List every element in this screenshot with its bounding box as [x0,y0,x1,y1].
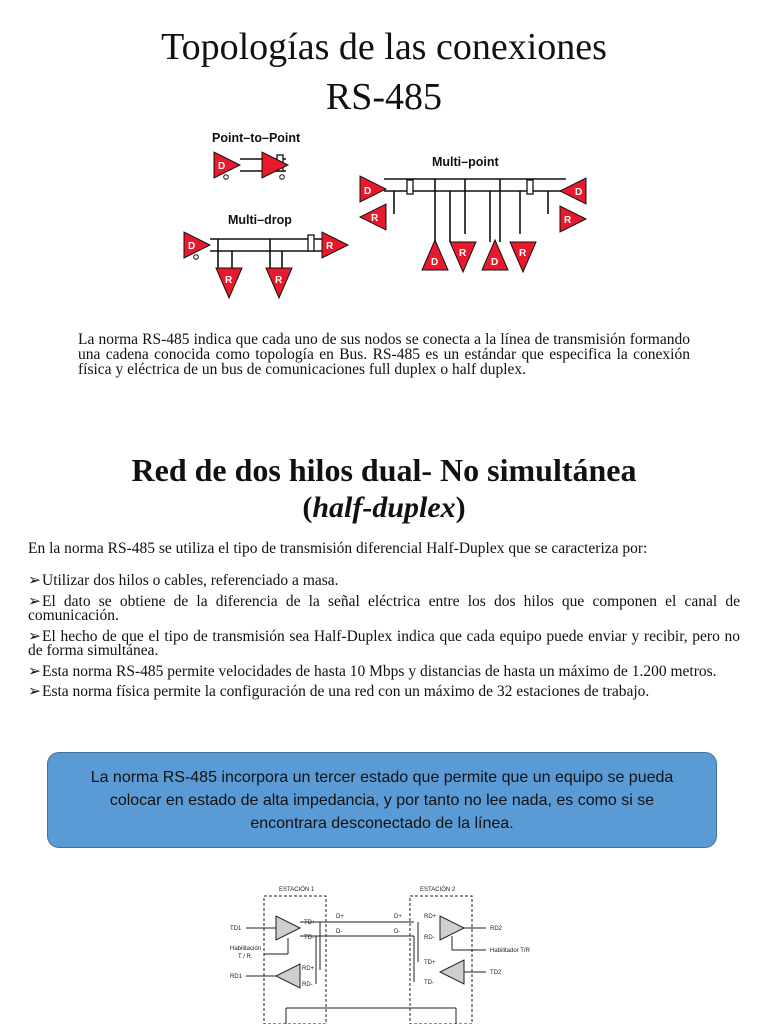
lead-paragraph: En la norma RS-485 se utiliza el tipo de transmisión diferencial Half-Duplex que se caracteriza por: [28,540,648,557]
svg-text:TD-: TD- [304,935,314,941]
svg-text:RD+: RD+ [424,914,437,920]
list-item: ➢Esta norma RS-485 permite velocidades de hasta 10 Mbps y distancias de hasta un máximo de 1.200 metros. [28,662,717,680]
svg-text:D-: D- [336,929,343,935]
station1-label: ESTACIÓN 1 [279,887,315,893]
callout-text: La norma RS-485 incorpora un tercer estado que permite que un equipo se pueda colocar en estado de alta impedancia, y por tanto no lee nada, es como si se encontrara desconectado de la línea. [90,768,674,832]
list-item: ➢Utilizar dos hilos o cables, referenciado a masa. [28,572,339,589]
svg-text:R: R [371,213,379,224]
svg-text:R: R [225,275,233,286]
svg-text:D: D [188,241,196,252]
svg-text:RD-: RD- [302,982,313,988]
svg-text:RD1: RD1 [230,974,243,980]
list-item: ➢Esta norma física permite la configuración de una red con un máximo de 32 estaciones de trabajo. [28,683,650,700]
svg-text:Habilitación: Habilitación [230,946,262,952]
svg-text:R: R [564,215,572,226]
svg-text:RD2: RD2 [490,926,503,932]
svg-text:R: R [326,241,334,252]
page-title-line2: RS-485 [325,76,443,118]
section-subheading: (half-duplex) [302,491,466,524]
receiver-amplifier [276,964,300,988]
list-item: ➢El dato se obtiene de la diferencia de la señal eléctrica entre los dos hilos que componen el canal de comunicación. [28,592,740,624]
svg-text:D+: D+ [394,914,402,920]
svg-text:D: D [575,187,583,198]
svg-text:D: D [431,257,439,268]
point-to-point-label: Point–to–Point [212,131,301,145]
svg-text:Habilitador T/R: Habilitador T/R [490,948,530,954]
station2-label: ESTACIÓN 2 [420,887,456,893]
svg-text:D: D [491,257,499,268]
arrow-bullet-icon: ➢ [28,627,41,645]
svg-text:RD+: RD+ [302,966,315,972]
callout-box [47,752,717,848]
receiver-triangle [262,152,288,178]
page-title-line1: Topologías de las conexiones [161,26,607,68]
station-diagram [224,880,530,1024]
arrow-bullet-icon: ➢ [28,662,41,680]
intro-paragraph: La norma RS-485 indica que cada uno de sus nodos se conecta a la línea de transmisión formando una cadena conocida como topología en Bus. RS-485 es un estándar que especifica la conexión física y eléctrica de un bus de comunicaciones full duplex o half duplex. [78,331,690,378]
list-item: ➢El hecho de que el tipo de transmisión sea Half-Duplex indica que cada equipo puede enviar y recibir, pero no de forma simultánea. [28,627,740,659]
multidrop-label: Multi–drop [228,213,292,227]
topology-diagram [180,122,590,304]
arrow-bullet-icon: ➢ [28,572,41,589]
svg-text:R: R [290,161,298,172]
svg-text:R: R [519,248,527,259]
svg-text:R: R [459,248,467,259]
multipoint-label: Multi–point [432,155,499,169]
driver-amplifier [440,960,464,984]
arrow-bullet-icon: ➢ [28,683,41,700]
svg-text:TD1: TD1 [230,926,242,932]
svg-text:D: D [218,161,226,172]
svg-text:RD-: RD- [424,935,435,941]
arrow-bullet-icon: ➢ [28,592,41,610]
svg-text:TD+: TD+ [424,960,436,966]
svg-text:T / R: T / R [238,954,251,960]
svg-text:TD+: TD+ [304,920,316,926]
svg-text:TD-: TD- [424,980,434,986]
svg-text:R: R [275,275,283,286]
svg-text:D+: D+ [336,914,344,920]
driver-amplifier [276,916,300,940]
feature-list [28,574,740,706]
svg-text:D: D [364,186,372,197]
section-heading: Red de dos hilos dual- No simultánea [131,452,637,488]
svg-text:D-: D- [394,929,401,935]
svg-text:TD2: TD2 [490,970,502,976]
